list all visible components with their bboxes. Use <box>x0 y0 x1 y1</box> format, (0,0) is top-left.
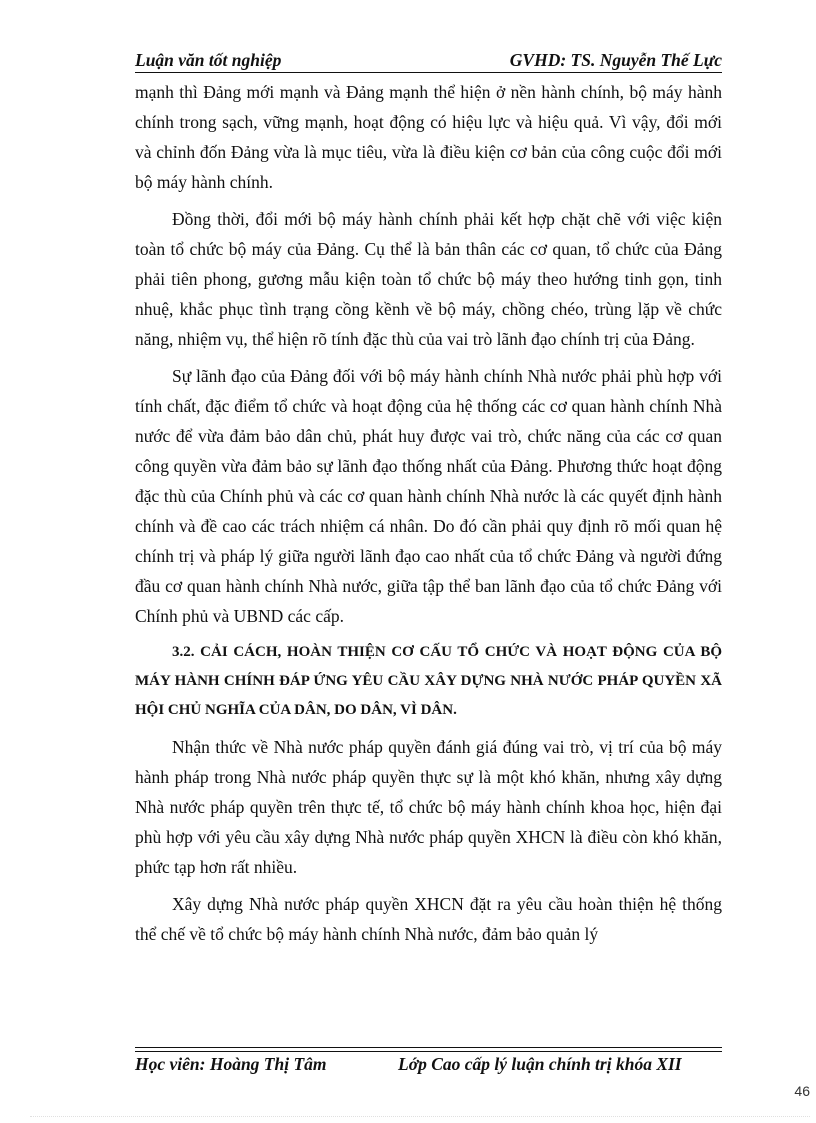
footer-divider-top <box>135 1047 722 1048</box>
header-divider <box>135 72 722 73</box>
paragraph: Xây dựng Nhà nước pháp quyền XHCN đặt ra yêu cầu hoàn thiện hệ thống thể chế về tổ chức bộ máy hành chính Nhà nước, đảm bảo quản lý <box>135 894 722 944</box>
paragraph: Nhận thức về Nhà nước pháp quyền đánh giá đúng vai trò, vị trí của bộ máy hành pháp trong Nhà nước pháp quyền thực sự là một khó khăn, nhưng xây dựng Nhà nước pháp quyền trên thực tế, tổ chức bộ máy hành chính khoa học, hiện đại phù hợp với yêu cầu xây dựng Nhà nước pháp quyền XHCN là điều còn khó khăn, phức tạp hơn rất nhiều. <box>135 737 722 877</box>
paragraph: Sự lãnh đạo của Đảng đối với bộ máy hành chính Nhà nước phải phù hợp với tính chất, đặc điểm tổ chức và hoạt động của hệ thống các cơ quan hành chính Nhà nước để vừa đảm bảo dân chủ, phát huy được vai trò, chức năng của các cơ quan công quyền vừa đảm bảo sự lãnh đạo thống nhất của Đảng. Phương thức hoạt động đặc thù của Chính phủ và các cơ quan hành chính Nhà nước là các quyết định hành chính và đề cao các trách nhiệm cá nhân. Do đó cần phải quy định rõ mối quan hệ chính trị và pháp lý giữa người lãnh đạo cao nhất của tổ chức Đảng và người đứng đầu cơ quan hành chính Nhà nước, giữa tập thể ban lãnh đạo của tổ chức Đảng với Chính phủ và UBND các cấp. <box>135 366 722 626</box>
footer-divider-bottom <box>135 1051 722 1052</box>
page-footer <box>135 1054 722 1078</box>
footer-student: Học viên: Hoàng Thị Tâm <box>135 1054 327 1074</box>
section-heading: 3.2. CẢI CÁCH, HOÀN THIỆN CƠ CẤU TỔ CHỨC VÀ HOẠT ĐỘNG CỦA BỘ MÁY HÀNH CHÍNH ĐÁP ỨNG YÊU CẦU XÂY DỰNG NHÀ NƯỚC PHÁP QUYỀN XÃ HỘI CHỦ NGHĨA CỦA DÂN, DO DÂN, VÌ DÂN. <box>135 644 722 718</box>
document-body <box>135 77 722 956</box>
page-number: 46 <box>794 1083 810 1099</box>
page-edge-divider <box>30 1116 810 1117</box>
paragraph-continuation: mạnh thì Đảng mới mạnh và Đảng mạnh thể hiện ở nền hành chính, bộ máy hành chính trong sạch, vững mạnh, hoạt động có hiệu lực và hiệu quả. Vì vậy, đổi mới và chỉnh đốn Đảng vừa là mục tiêu, vừa là điều kiện cơ bản của công cuộc đổi mới bộ máy hành chính. <box>135 82 722 192</box>
header-thesis-title: Luận văn tốt nghiệp <box>135 50 282 70</box>
paragraph: Đồng thời, đổi mới bộ máy hành chính phải kết hợp chặt chẽ với việc kiện toàn tổ chức bộ máy của Đảng. Cụ thể là bản thân các cơ quan, tổ chức của Đảng phải tiên phong, gương mẫu kiện toàn tổ chức bộ máy theo hướng tinh gọn, tinh nhuệ, khắc phục tình trạng cồng kềnh về bộ máy, chồng chéo, trùng lặp về chức năng, nhiệm vụ, thể hiện rõ tính đặc thù của vai trò lãnh đạo chính trị của Đảng. <box>135 209 722 349</box>
page-header <box>135 50 722 72</box>
footer-class: Lớp Cao cấp lý luận chính trị khóa XII <box>398 1054 682 1074</box>
header-advisor: GVHD: TS. Nguyễn Thế Lực <box>509 50 722 70</box>
